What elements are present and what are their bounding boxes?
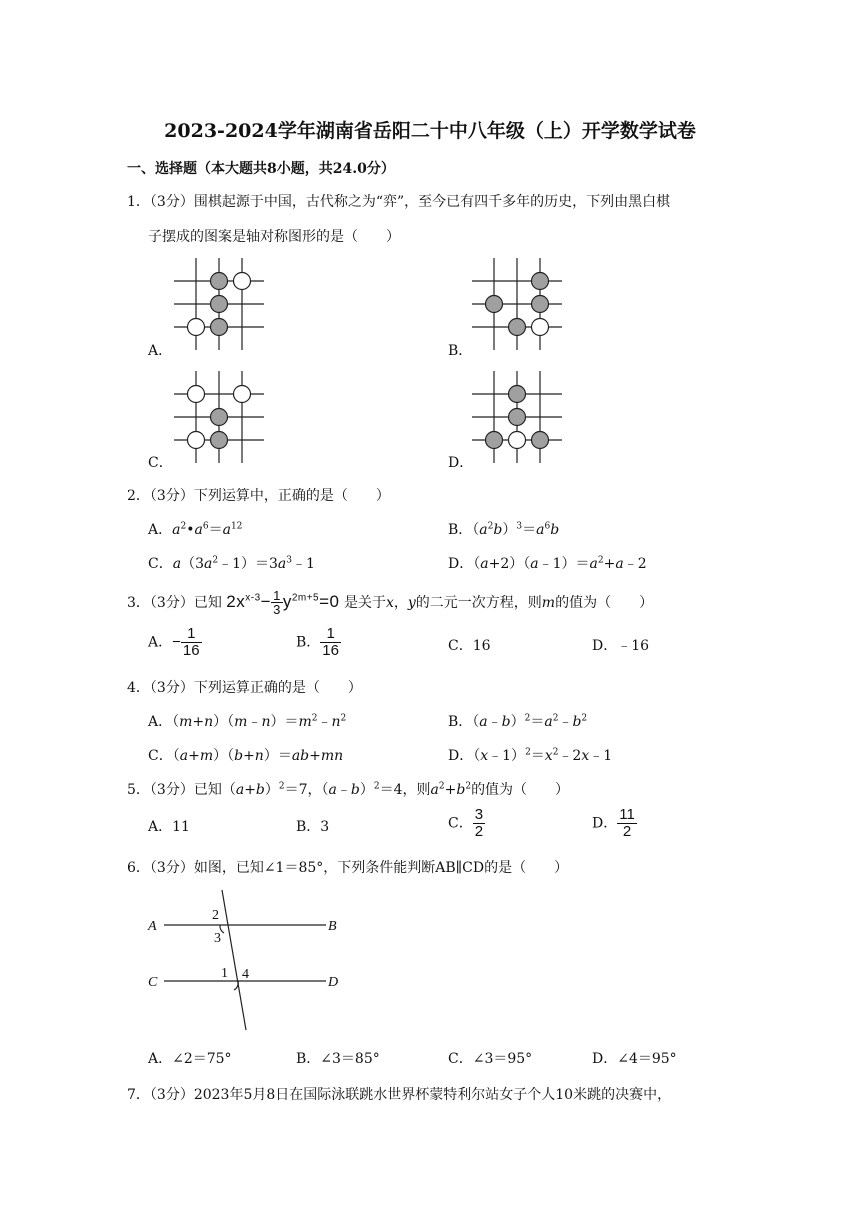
question-3-post: 是关于: [343, 594, 386, 611]
question-2-stem: 2．（3分）下列运算中，正确的是（ ）: [127, 488, 390, 504]
point-label-d: D: [328, 975, 339, 990]
point-label-b: B: [328, 919, 337, 934]
option-label: A．: [148, 343, 173, 359]
question-2-option-d: D．$(a+2)(a﹣1)=a^2+a﹣2$: [448, 555, 647, 572]
question-6-option-c: C．∠3＝95°: [448, 1051, 533, 1067]
question-3-rest: 的二元一次方程，则: [415, 594, 542, 611]
question-3-option-a: A．− $\frac{1}{16}$: [148, 625, 200, 659]
question-3-prefix: 3．（3分）已知: [127, 594, 222, 611]
point-label-a: A: [148, 919, 157, 934]
question-5-option-b: B．3: [296, 819, 330, 835]
point-label-c: C: [148, 975, 158, 990]
go-pattern-a: [174, 258, 266, 352]
question-2-option-b: B．$(a^2b)^3=a^6b$: [448, 521, 560, 538]
go-pattern-c: [174, 371, 266, 465]
option-label: B．: [448, 343, 473, 359]
question-4-option-c: C．（a+m）（b+n）＝ab+mn: [148, 748, 344, 764]
question-5-stem: 5．（3分）已知$(a+b)^2=7$，（a﹣b）$^2$＝4，则$a^2+b^2$的值为（ ）: [127, 781, 570, 798]
question-6-option-b: B．∠3＝85°: [296, 1051, 380, 1067]
angle-label-3: 3: [214, 931, 221, 946]
option-label: C．: [148, 455, 173, 471]
question-5-option-a: A．11: [148, 819, 190, 835]
angle-label-4: 4: [242, 967, 249, 982]
question-4-option-d: D．$(x﹣1)^2=x^2﹣2x﹣1$: [448, 747, 613, 764]
question-7-line-1: 7．（3分）2023年5月8日在国际泳联跳水世界杯蒙特利尔站女子个人10米跳的决赛中，: [127, 1087, 672, 1103]
question-1-line-1: 1．（3分）围棋起源于中国，古代称之为“弈”，至今已有四千多年的历史，下列由黑白棋: [127, 194, 671, 210]
parallel-lines-figure: [144, 886, 350, 1034]
go-pattern-b: [472, 258, 564, 352]
go-pattern-d: [472, 371, 564, 465]
question-4-option-b: B．$(a﹣b)^2=a^2﹣b^2$: [448, 713, 588, 730]
question-3-tail: 的值为（ ）: [555, 594, 654, 611]
question-3-option-b: B． $\frac{1}{16}$: [296, 625, 339, 659]
question-4-option-a: A．$(m+n)(m﹣n)=m^2﹣n^2$: [148, 713, 347, 730]
question-3-option-c: C．16: [448, 638, 491, 654]
question-1-line-2: 子摆成的图案是轴对称图形的是（ ）: [148, 229, 400, 245]
question-2-option-c: C．$a(3a^2﹣1)=3a^3﹣1$: [148, 555, 315, 572]
question-5-option-d: D． $\frac{11}{2}$: [592, 806, 635, 840]
question-4-stem: 4．（3分）下列运算正确的是（ ）: [127, 680, 362, 696]
question-2-option-a: A．$a^2•a^6=a^{12}$: [148, 521, 243, 538]
question-6-option-a: A．∠2＝75°: [148, 1051, 232, 1067]
question-5-option-c: C． $\frac{3}{2}$: [448, 806, 484, 840]
page-title: 2023-2024学年湖南省岳阳二十中八年级（上）开学数学试卷: [164, 120, 696, 142]
question-3-equation: $2x^{x-3}-$ $\frac{1}{3}$ $y^{2m+5}=0$: [226, 588, 340, 617]
question-6-stem: 6．（3分）如图，已知∠1＝85°，下列条件能判断AB∥CD的是（ ）: [127, 860, 569, 876]
section-heading: 一、选择题（本大题共8小题，共24.0分）: [127, 161, 395, 177]
angle-label-2: 2: [212, 908, 219, 923]
question-3-stem: 3．（3分）已知 $2x^{x-3}-$ $\frac{1}{3}$ $y^{2m+5}=0$ 是关于x，y的二元一次方程，则m的值为（ ）: [127, 588, 654, 617]
question-3-option-d: D．﹣16: [592, 638, 650, 654]
question-6-option-d: D．∠4＝95°: [592, 1051, 677, 1067]
option-label: D．: [448, 455, 474, 471]
angle-label-1: 1: [221, 966, 228, 981]
